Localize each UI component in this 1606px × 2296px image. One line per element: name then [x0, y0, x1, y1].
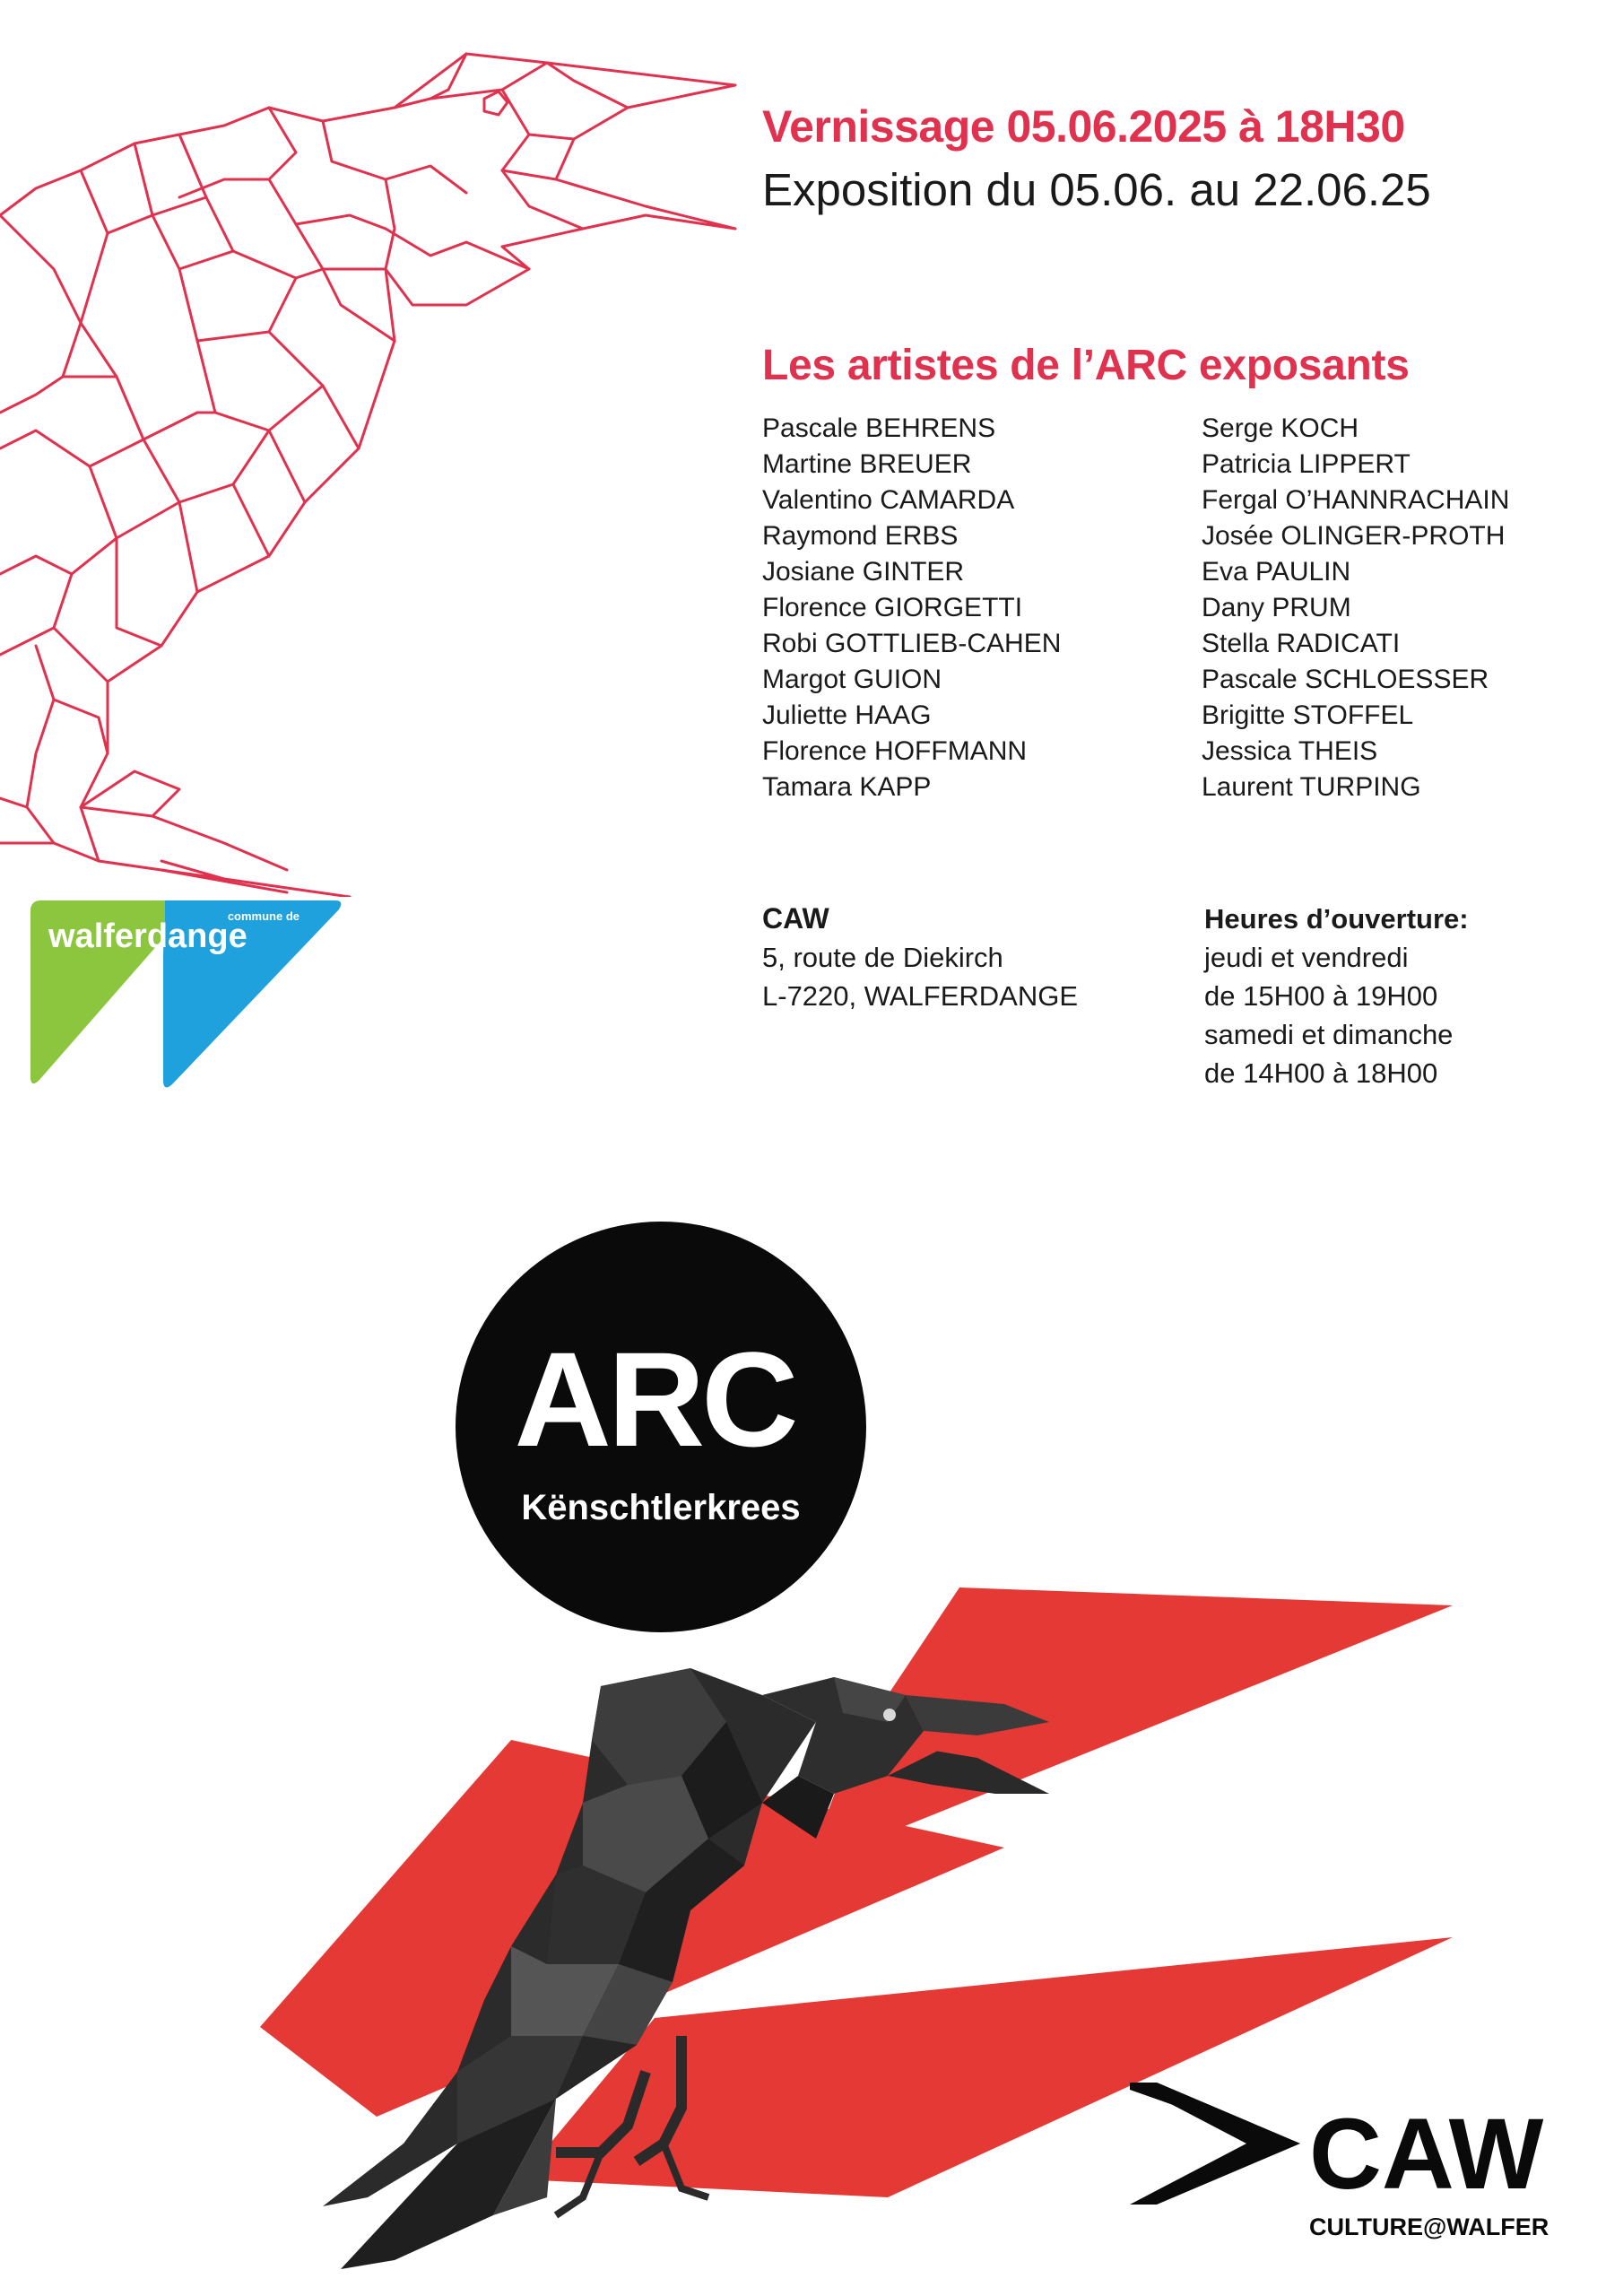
caw-logo-subtitle: CULTURE@WALFER [1309, 2213, 1550, 2240]
artist-name: Stella RADICATI [1202, 629, 1401, 658]
artist-name: Pascale SCHLOESSER [1202, 665, 1489, 694]
venue-name: CAW [762, 902, 829, 935]
opening-hours-block [1204, 900, 1469, 1092]
walferdange-logo-small: commune de [227, 909, 299, 923]
artist-name: Laurent TURPING [1202, 772, 1421, 802]
artist-name: Raymond ERBS [762, 521, 959, 551]
walferdange-logo-name: walferdange [48, 918, 247, 955]
artist-name: Eva PAULIN [1202, 557, 1351, 587]
vernissage-heading: Vernissage 05.06.2025 à 18H30 [762, 101, 1405, 152]
venue-address-line: 5, route de Diekirch [762, 942, 1003, 973]
artist-name: Patricia LIPPERT [1202, 449, 1411, 479]
artist-name: Brigitte STOFFEL [1202, 700, 1414, 730]
artist-name: Florence HOFFMANN [762, 736, 1028, 766]
artist-name: Margot GUION [762, 665, 942, 694]
arc-logo-name: ARC [514, 1324, 795, 1474]
crow-outline-illustration [0, 36, 771, 897]
artist-name: Tamara KAPP [762, 772, 932, 802]
opening-hours-line: jeudi et vendredi [1204, 942, 1409, 973]
artists-heading: Les artistes de l’ARC exposants [762, 342, 1410, 389]
opening-hours-line: de 15H00 à 19H00 [1204, 980, 1438, 1012]
artist-list-right [1202, 411, 1509, 805]
artist-name: Josiane GINTER [762, 557, 965, 587]
artist-name: Dany PRUM [1202, 593, 1351, 622]
venue-address-line: L-7220, WALFERDANGE [762, 980, 1079, 1012]
artist-name: Jessica THEIS [1202, 736, 1378, 766]
caw-logo-name: CAW [1309, 2098, 1544, 2210]
venue-block [762, 900, 1078, 1015]
artist-list-left [762, 411, 1061, 805]
arc-logo-subtitle: Kënschtlerkrees [521, 1488, 801, 1527]
opening-hours-line: de 14H00 à 18H00 [1204, 1057, 1438, 1089]
artist-name: Juliette HAAG [762, 700, 932, 730]
opening-hours-line: samedi et dimanche [1204, 1019, 1454, 1050]
exposition-dates: Exposition du 05.06. au 22.06.25 [762, 164, 1431, 215]
artist-name: Robi GOTTLIEB-CAHEN [762, 629, 1062, 658]
artist-name: Pascale BEHRENS [762, 413, 996, 443]
walferdange-logo [30, 900, 344, 1089]
caw-logo [1130, 2072, 1560, 2269]
artist-name: Florence GIORGETTI [762, 593, 1023, 622]
artist-name: Martine BREUER [762, 449, 972, 479]
artist-name: Serge KOCH [1202, 413, 1359, 443]
artist-name: Fergal O’HANNRACHAIN [1202, 485, 1510, 515]
artist-name: Valentino CAMARDA [762, 485, 1015, 515]
opening-hours-title: Heures d’ouverture: [1204, 903, 1469, 935]
artist-name: Josée OLINGER-PROTH [1202, 521, 1506, 551]
